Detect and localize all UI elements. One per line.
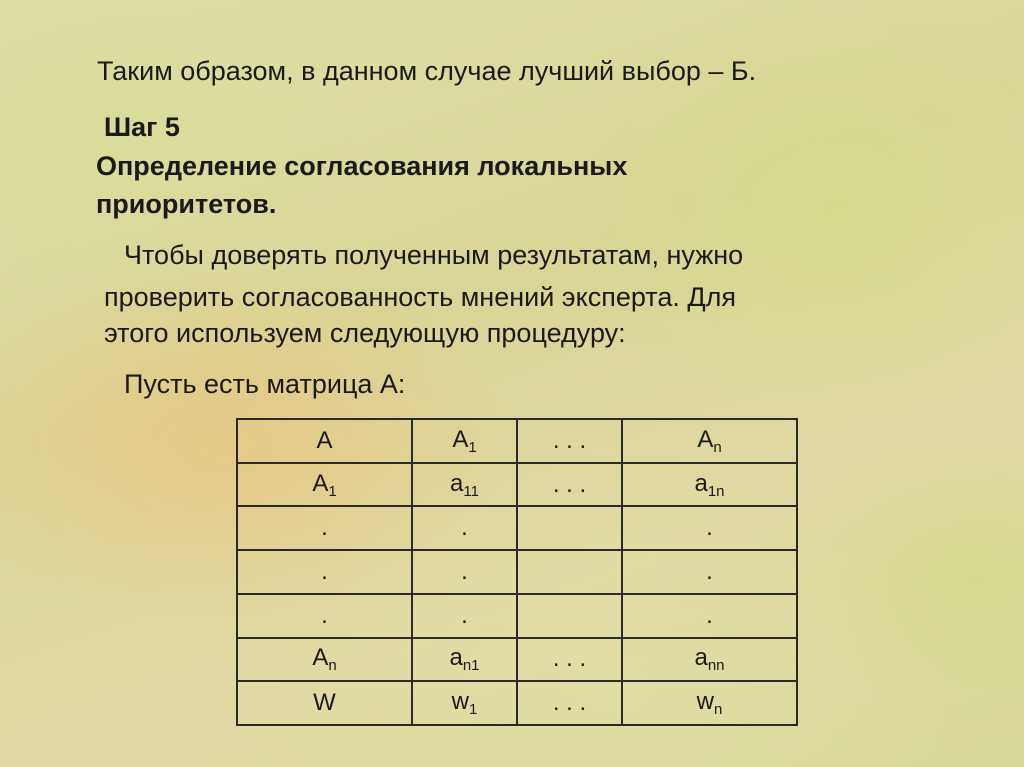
matrix-cell [412, 550, 517, 594]
cell-text: . . . [552, 470, 587, 498]
cell-text: . [321, 601, 328, 629]
matrix-cell [517, 463, 622, 507]
cell-subscript: nn [707, 657, 725, 675]
cell-text: . [706, 601, 713, 629]
cell-subscript: 1 [469, 701, 478, 719]
cell-text: . [321, 557, 328, 585]
cell-text: А [316, 426, 333, 454]
cell-text: A [697, 425, 714, 453]
section-heading-line-1: Определение согласования локальных [96, 151, 628, 181]
matrix-header-row [237, 419, 797, 463]
step-title: Шаг 5 [104, 112, 180, 142]
cell-text: a [450, 469, 464, 497]
cell-text: A [452, 425, 469, 453]
cell-text: W [313, 689, 336, 717]
matrix-row [237, 506, 797, 550]
cell-subscript: n [713, 438, 722, 456]
cell-text: a [694, 469, 708, 497]
matrix-cell [412, 419, 517, 463]
cell-text: . . . [552, 645, 587, 673]
paragraph-line-3: этого используем следующую процедуру: [104, 318, 626, 348]
cell-text: a [694, 644, 708, 672]
matrix-cell [412, 463, 517, 507]
cell-text: A [312, 469, 329, 497]
matrix-cell [412, 506, 517, 550]
matrix-cell [517, 419, 622, 463]
matrix-cell [517, 550, 622, 594]
matrix-cell [412, 681, 517, 725]
section-heading-line-2: приоритетов. [96, 189, 277, 219]
cell-text: . [461, 601, 468, 629]
matrix-row [237, 463, 797, 507]
cell-text: . . . [552, 426, 587, 454]
matrix-row [237, 550, 797, 594]
matrix-cell [517, 506, 622, 550]
cell-subscript: n1 [462, 657, 480, 675]
cell-text: . [461, 514, 468, 542]
paragraph-line-2: проверить согласованность мнений эксперта. Для [104, 282, 736, 312]
cell-subscript: n [714, 701, 723, 719]
matrix-cell [622, 638, 797, 682]
matrix-weights-row [237, 681, 797, 725]
matrix-cell [622, 463, 797, 507]
cell-subscript: 1n [707, 482, 725, 500]
matrix-cell [237, 419, 412, 463]
matrix-cell [237, 463, 412, 507]
cell-subscript: 1 [328, 482, 337, 500]
matrix-cell [517, 594, 622, 638]
cell-subscript: n [328, 657, 337, 675]
matrix-cell [237, 638, 412, 682]
matrix-table [236, 418, 798, 726]
cell-text: . [461, 557, 468, 585]
matrix-cell [517, 638, 622, 682]
matrix-intro: Пусть есть матрица А: [124, 369, 406, 399]
cell-subscript: 11 [463, 482, 479, 500]
matrix-cell [412, 594, 517, 638]
matrix-cell [622, 550, 797, 594]
matrix-cell [237, 594, 412, 638]
matrix-cell [237, 681, 412, 725]
cell-text: w [696, 688, 714, 716]
cell-text: a [449, 644, 463, 672]
cell-text: . [706, 514, 713, 542]
matrix-cell [237, 506, 412, 550]
matrix-cell [622, 419, 797, 463]
cell-text: A [312, 644, 329, 672]
cell-text: w [451, 688, 469, 716]
summary-text: Таким образом, в данном случае лучший выбор – Б. [97, 56, 757, 86]
matrix-cell [622, 594, 797, 638]
cell-text: . [706, 557, 713, 585]
matrix-row [237, 594, 797, 638]
matrix-cell [622, 506, 797, 550]
matrix-cell [622, 681, 797, 725]
cell-text: . . . [552, 689, 587, 717]
matrix-cell [412, 638, 517, 682]
matrix-cell [517, 681, 622, 725]
paragraph-line-1: Чтобы доверять полученным результатам, нужно [124, 240, 744, 270]
matrix-row [237, 638, 797, 682]
cell-subscript: 1 [468, 438, 477, 456]
cell-text: . [321, 514, 328, 542]
matrix-cell [237, 550, 412, 594]
